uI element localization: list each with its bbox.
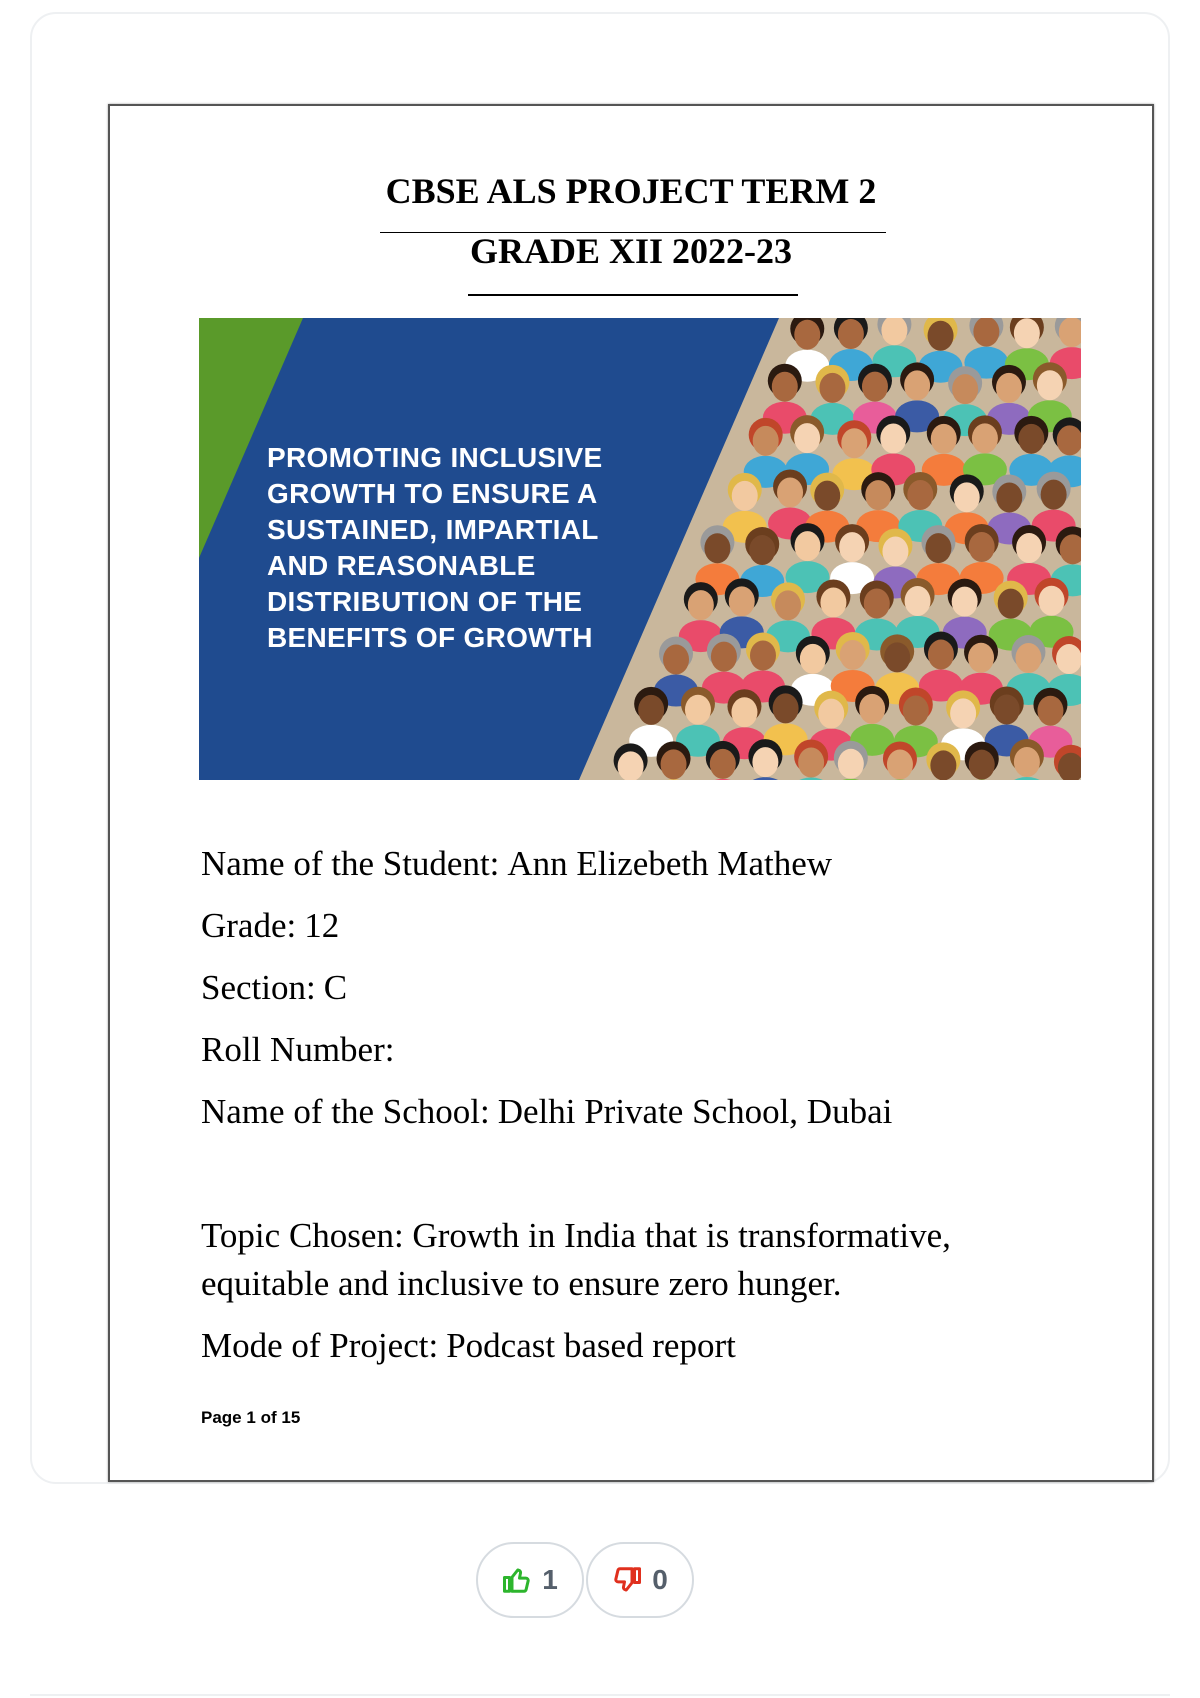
crowd-face: [814, 481, 840, 511]
crowd-face: [732, 481, 758, 511]
crowd-face: [1037, 696, 1063, 726]
crowd-face: [838, 749, 864, 779]
upvote-count: 1: [542, 1564, 558, 1595]
document-card: [30, 12, 1170, 1484]
crowd-face: [840, 640, 866, 670]
upvote-button[interactable]: [476, 1542, 584, 1618]
section-divider: [30, 1694, 1170, 1696]
crowd-face: [903, 695, 929, 725]
crowd-face: [777, 477, 803, 507]
crowd-face: [880, 423, 906, 453]
crowd-face: [904, 370, 930, 400]
crowd-face: [819, 373, 845, 403]
school-value: Delhi Private School, Dubai: [497, 1092, 893, 1131]
crowd-face: [752, 747, 778, 777]
crowd-face: [1014, 747, 1040, 777]
crowd-face: [704, 533, 730, 563]
crowd-face: [952, 587, 978, 617]
crowd-face: [925, 533, 951, 563]
crowd-face: [731, 697, 757, 727]
crowd-face: [859, 694, 885, 724]
crowd-face: [952, 374, 978, 404]
page-total: 15: [281, 1408, 301, 1427]
banner-caption: PROMOTING INCLUSIVE GROWTH TO ENSURE A SUSTAINED, IMPARTIAL AND REASONABLE DISTRIBUTION OF THE BENEFITS OF GROWTH: [267, 442, 603, 653]
crowd-face: [729, 586, 755, 616]
crowd-face: [685, 695, 711, 725]
crowd-face: [905, 586, 931, 616]
crowd-face: [820, 587, 846, 617]
crowd-face: [1015, 643, 1041, 673]
crowd-face: [882, 536, 908, 566]
crowd-face: [710, 749, 736, 779]
crowd-face: [862, 372, 888, 402]
mode-line: [201, 1322, 736, 1370]
section-value: C: [323, 968, 348, 1007]
mode-label: Mode of Project:: [201, 1326, 439, 1365]
crowd-face: [994, 695, 1020, 725]
crowd-face: [1041, 480, 1067, 510]
crowd-face: [798, 748, 824, 778]
crowd-face: [864, 589, 890, 619]
crowd-face: [638, 695, 664, 725]
crowd-face: [996, 373, 1022, 403]
roll-number-line: [201, 1026, 394, 1074]
crowd-face: [794, 423, 820, 453]
document-page: [108, 104, 1154, 1482]
crowd-face: [772, 372, 798, 402]
crowd-face: [750, 640, 776, 670]
page-current: 1: [246, 1408, 256, 1427]
thumbs-up-icon: [502, 1565, 532, 1595]
crowd-face: [749, 535, 775, 565]
crowd-face: [711, 642, 737, 672]
crowd-face: [753, 426, 779, 456]
page-word: Page: [201, 1408, 242, 1427]
cover-banner-image: [199, 318, 1081, 780]
subtitle-underline: [468, 294, 798, 296]
section-line: [201, 964, 347, 1012]
crowd-face: [973, 318, 999, 347]
student-name-line: [201, 840, 832, 888]
student-name-label: Name of the Student:: [201, 844, 500, 883]
roll-number-label: Roll Number:: [201, 1030, 395, 1069]
crowd-face: [930, 750, 956, 780]
mode-value: Podcast based report: [446, 1326, 736, 1365]
downvote-count: 0: [652, 1564, 668, 1595]
crowd-face: [839, 532, 865, 562]
crowd-face: [928, 321, 954, 351]
crowd-face: [838, 319, 864, 349]
crowd-face: [618, 751, 644, 780]
crowd-face: [800, 644, 826, 674]
crowd-face: [1056, 644, 1081, 674]
crowd-face: [996, 482, 1022, 512]
crowd-face: [794, 320, 820, 350]
crowd-face: [972, 423, 998, 453]
crowd-face: [931, 424, 957, 454]
crowd-face: [928, 640, 954, 670]
crowd-face: [795, 531, 821, 561]
crowd-face: [969, 750, 995, 780]
crowd-face: [1018, 424, 1044, 454]
grade-value: 12: [304, 906, 340, 945]
downvote-button[interactable]: [586, 1542, 694, 1618]
crowd-face: [1014, 318, 1040, 348]
crowd-face: [818, 699, 844, 729]
crowd-face: [865, 480, 891, 510]
school-label: Name of the School:: [201, 1092, 490, 1131]
crowd-face: [1016, 533, 1042, 563]
crowd-face: [998, 589, 1024, 619]
crowd-face: [1039, 586, 1065, 616]
topic-chosen: Topic Chosen: Growth in India that is transformative, equitable and inclusive to ensure zero hunger.: [201, 1216, 951, 1303]
school-line: [201, 1088, 892, 1136]
thumbs-down-icon: [612, 1565, 642, 1595]
page-indicator: [201, 1408, 300, 1428]
crowd-face: [1037, 370, 1063, 400]
grade-line: [201, 902, 339, 950]
student-name-value: Ann Elizebeth Mathew: [507, 844, 833, 883]
document-title: CBSE ALS PROJECT TERM 2: [385, 171, 877, 211]
section-label: Section:: [201, 968, 316, 1007]
crowd-face: [954, 482, 980, 512]
crowd-face: [773, 693, 799, 723]
grade-label: Grade:: [201, 906, 297, 945]
crowd-face: [841, 428, 867, 458]
crowd-face: [907, 480, 933, 510]
crowd-face: [969, 532, 995, 562]
page-of: of: [260, 1408, 277, 1427]
crowd-face: [688, 590, 714, 620]
crowd-face: [950, 698, 976, 728]
crowd-face: [775, 590, 801, 620]
crowd-face: [968, 643, 994, 673]
crowd-face: [887, 749, 913, 779]
crowd-face: [884, 642, 910, 672]
document-subtitle: GRADE XII 2022-23: [469, 231, 792, 271]
crowd-face: [661, 749, 687, 779]
